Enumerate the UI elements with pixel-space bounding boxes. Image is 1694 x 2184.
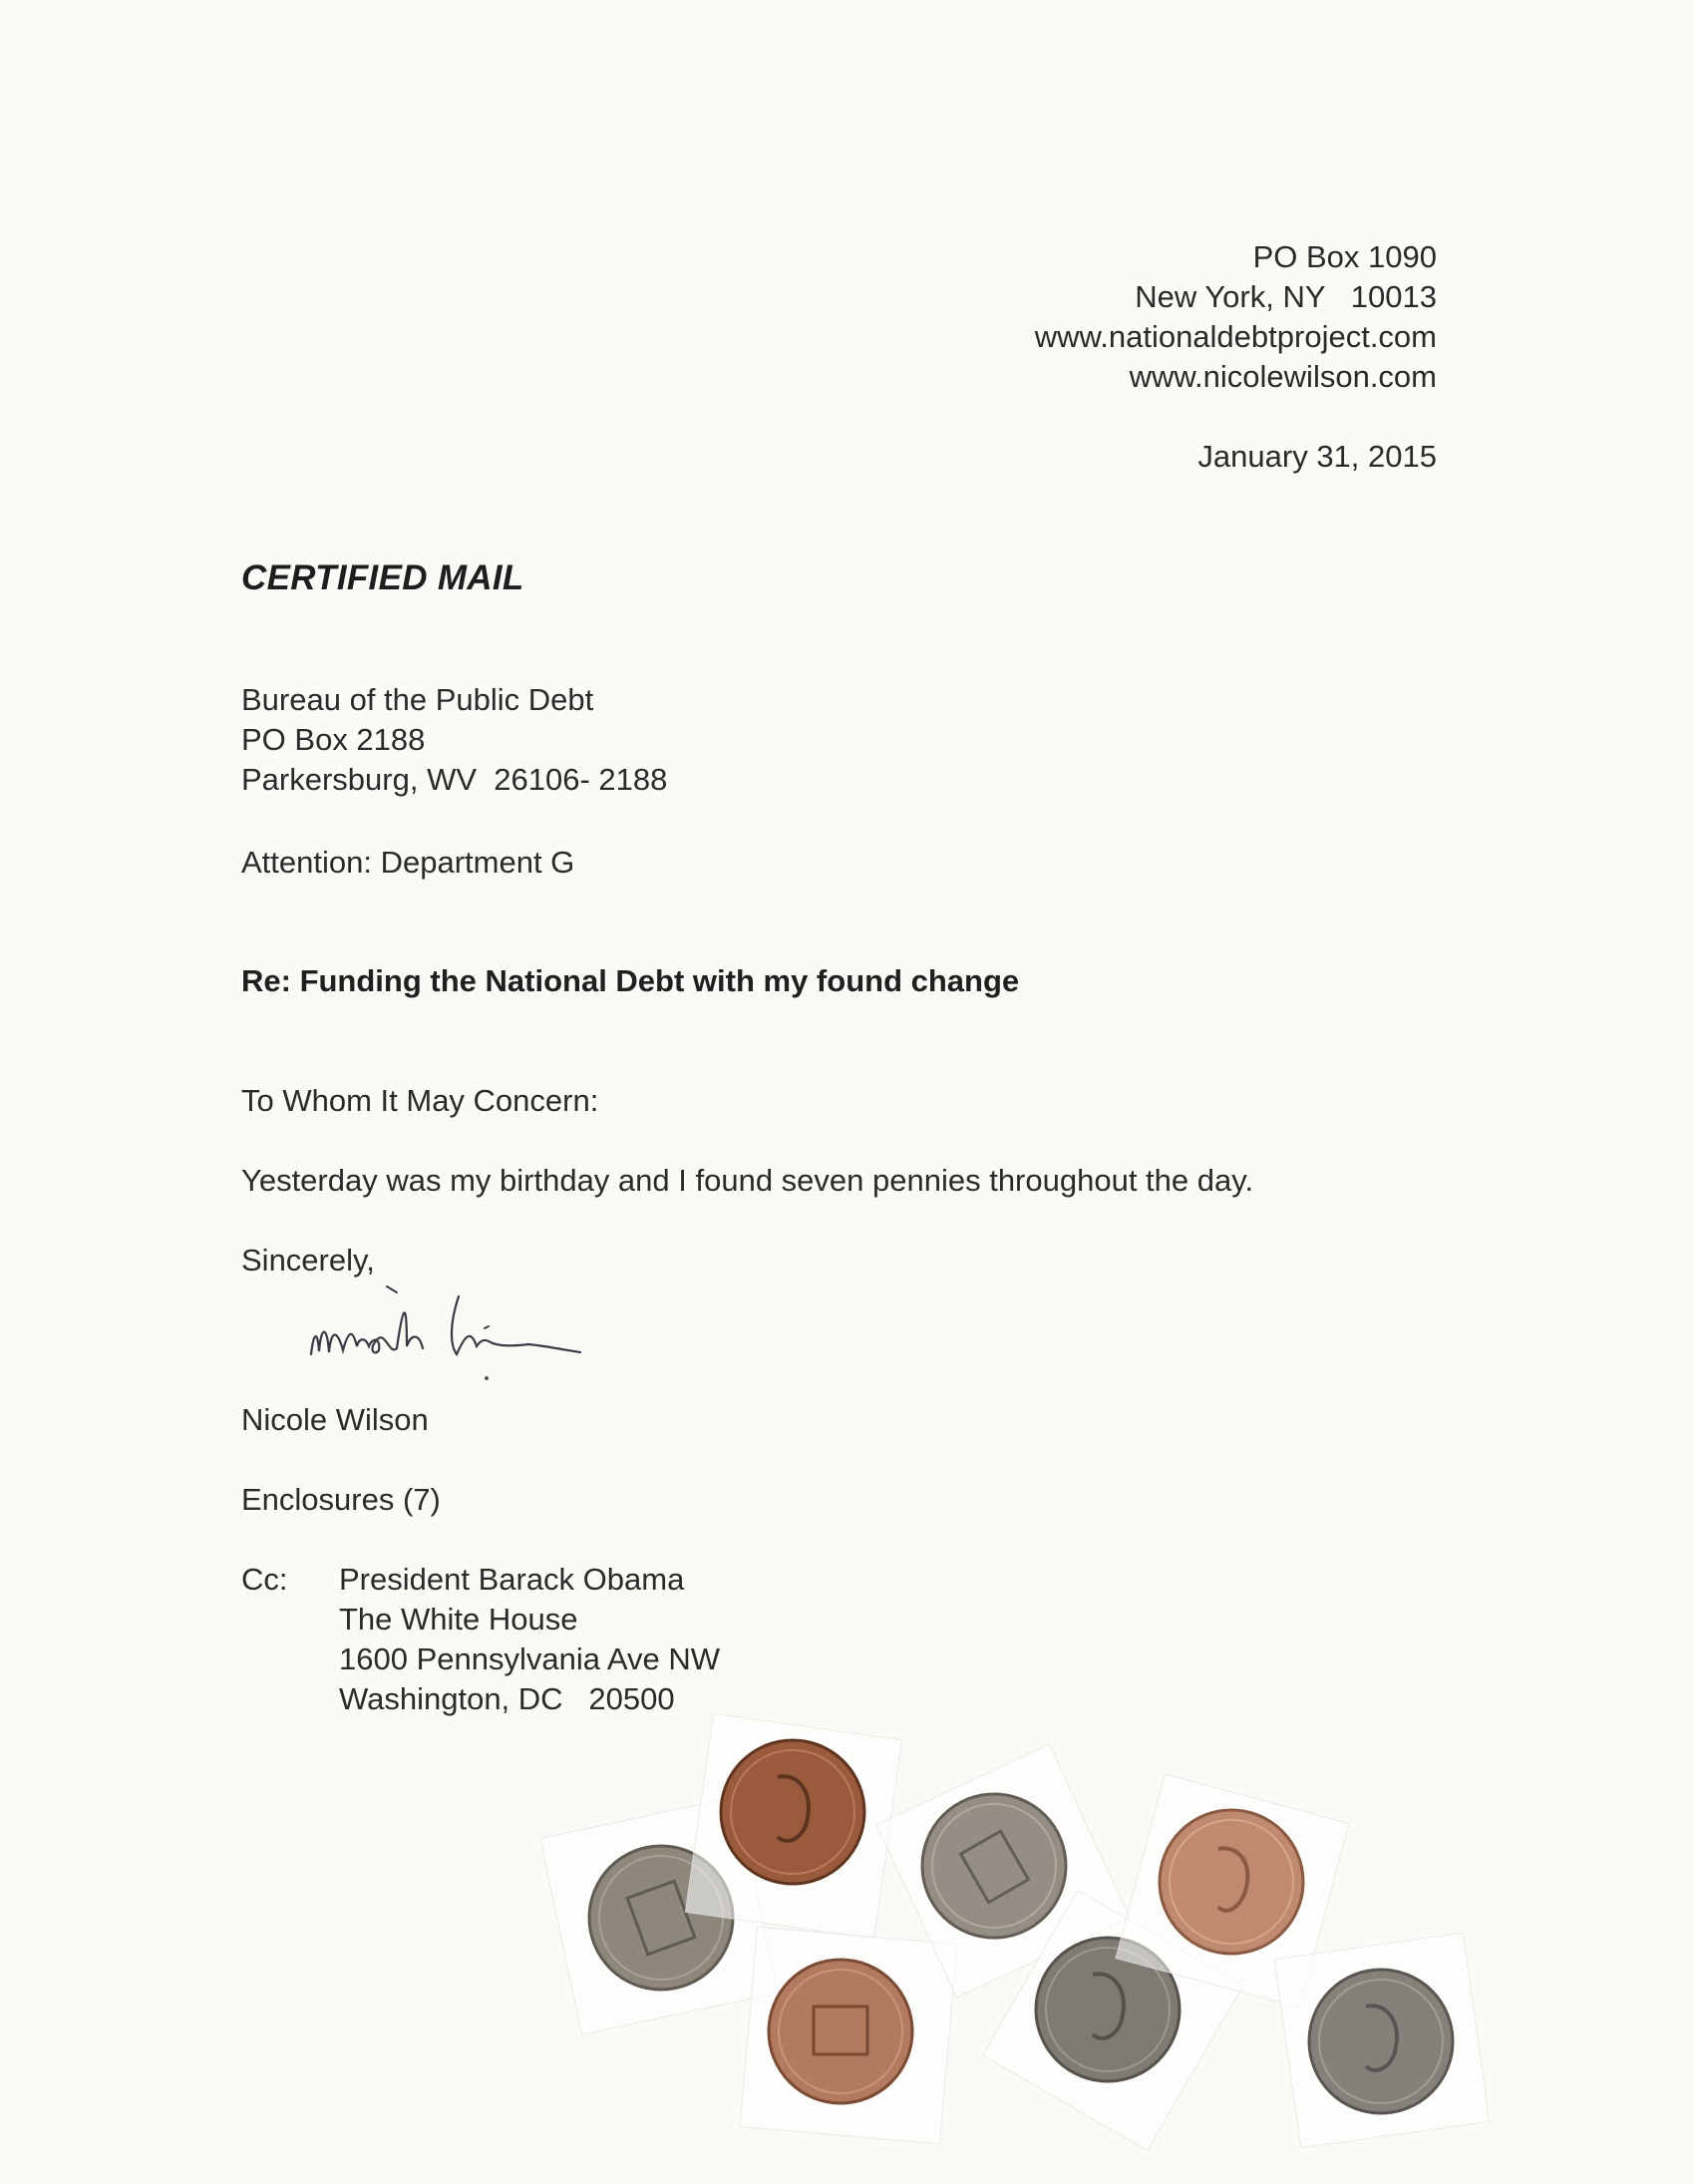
handwritten-signature — [299, 1267, 698, 1386]
penny-coin — [919, 1791, 1069, 1941]
closing: Sincerely, — [241, 1243, 375, 1277]
cc-line: 1600 Pennsylvania Ave NW — [339, 1641, 720, 1676]
recipient-line: Parkersburg, WV 26106- 2188 — [241, 762, 668, 797]
certified-mail-heading: CERTIFIED MAIL — [241, 558, 524, 597]
sender-line: PO Box 1090 — [1252, 239, 1437, 274]
subject-line: Re: Funding the National Debt with my found change — [241, 963, 1020, 998]
salutation: To Whom It May Concern: — [241, 1083, 599, 1118]
cc-address — [339, 1560, 720, 1719]
sender-website: www.nicolewilson.com — [1129, 359, 1437, 394]
penny-coin — [766, 1957, 915, 2106]
recipient-line: PO Box 2188 — [241, 722, 426, 757]
penny-coin — [1157, 1807, 1306, 1957]
sender-address — [1035, 237, 1437, 397]
attention-line: Attention: Department G — [241, 845, 575, 880]
signer-name: Nicole Wilson — [241, 1402, 429, 1437]
penny-coin — [1306, 1967, 1456, 2116]
cc-line: The White House — [339, 1602, 578, 1637]
cc-line: President Barack Obama — [339, 1562, 685, 1597]
penny-coin — [718, 1737, 867, 1887]
letter-body: Yesterday was my birthday and I found seven pennies throughout the day. — [241, 1163, 1254, 1198]
cc-label: Cc: — [241, 1562, 288, 1597]
sender-line: New York, NY 10013 — [1135, 279, 1437, 314]
cc-line: Washington, DC 20500 — [339, 1681, 675, 1716]
letter-date: January 31, 2015 — [1197, 439, 1437, 474]
sender-website: www.nationaldebtproject.com — [1034, 319, 1437, 354]
recipient-line: Bureau of the Public Debt — [241, 682, 594, 717]
enclosures-note: Enclosures (7) — [241, 1482, 441, 1517]
recipient-address — [241, 680, 667, 800]
